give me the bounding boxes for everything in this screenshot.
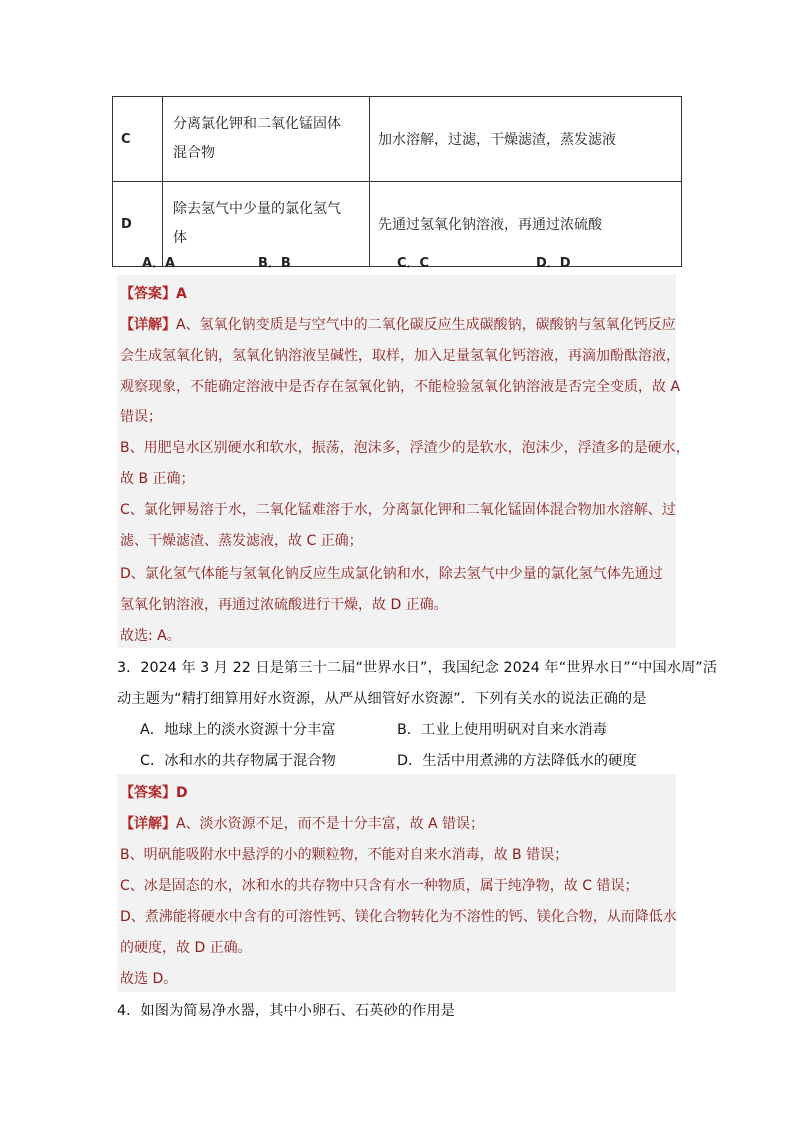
operation-cell: 分离氯化钾和二氧化锰固体 混合物 bbox=[163, 97, 370, 182]
detail-line: C、氯化钾易溶于水，二氧化锰难溶于水，分离氯化钾和二氧化锰固体混合物加水溶解、过 bbox=[120, 502, 676, 518]
detail-line: 滤、干燥滤渣、蒸发滤液，故 C 正确； bbox=[120, 533, 363, 549]
detail-line: 故选: A。 bbox=[120, 628, 181, 644]
detail-line: 【详解】A、氢氧化钠变质是与空气中的二氧化碳反应生成碳酸钠，碳酸钠与氢氧化钙反应 bbox=[120, 317, 676, 333]
detail-line: D、氯化氢气体能与氢氧化钠反应生成氯化钠和水，除去氢气中少量的氯化氢气体先通过 bbox=[120, 566, 663, 582]
detail-line: 氢氧化钠溶液，再通过浓硫酸进行干燥，故 D 正确。 bbox=[120, 597, 448, 613]
detail-line: 会生成氢氧化钠，氢氧化钠溶液呈碱性，取样，加入足量氢氧化钙溶液，再滴加酚酞溶液， bbox=[120, 348, 680, 364]
option-c: C．冰和水的共存物属于混合物 bbox=[140, 753, 336, 769]
detail-line: 故选 D。 bbox=[120, 971, 178, 987]
method-cell: 先通过氢氧化钠溶液，再通过浓硫酸 bbox=[370, 182, 682, 267]
detail-line: C、冰是固态的水，冰和水的共存物中只含有水一种物质，属于纯净物，故 C 错误； bbox=[120, 878, 639, 894]
question-3-line: 3．2024 年 3 月 22 日是第三十二届“世界水日”，我国纪念 2024 年“世界水日”“中国水周”活 bbox=[117, 660, 718, 676]
operation-cell: 除去氢气中少量的氯化氢气 体 bbox=[163, 182, 370, 267]
detail-line: B、用肥皂水区别硬水和软水，振荡，泡沫多，浮渣少的是软水，泡沫少，浮渣多的是硬水， bbox=[120, 440, 690, 456]
detail-line: 错误； bbox=[120, 409, 162, 425]
row-label: C bbox=[113, 97, 163, 182]
answer-line: 【答案】D bbox=[120, 785, 188, 801]
detail-line: B、明矾能吸附水中悬浮的小的颗粒物，不能对自来水消毒，故 B 错误； bbox=[120, 847, 569, 863]
option-b: B．工业上使用明矾对自来水消毒 bbox=[397, 722, 607, 738]
option-d: D．生活中用煮沸的方法降低水的硬度 bbox=[397, 753, 637, 769]
choice-a: A．A bbox=[142, 256, 176, 271]
detail-line: 观察现象，不能确定溶液中是否存在氢氧化钠，不能检验氢氧化钠溶液是否完全变质，故 A bbox=[120, 379, 681, 395]
detail-line: 【详解】A、淡水资源不足，而不是十分丰富，故 A 错误； bbox=[120, 816, 485, 832]
choice-b: B．B bbox=[258, 256, 291, 271]
choice-c: C．C bbox=[397, 256, 430, 271]
options-table bbox=[112, 96, 682, 267]
detail-line: 故 B 正确； bbox=[120, 471, 195, 487]
row-label: D bbox=[113, 182, 163, 267]
answer-line: 【答案】A bbox=[120, 286, 187, 302]
question-4-line: 4．如图为简易净水器，其中小卵石、石英砂的作用是 bbox=[117, 1003, 455, 1019]
detail-line: D、煮沸能将硬水中含有的可溶性钙、镁化合物转化为不溶性的钙、镁化合物，从而降低水 bbox=[120, 909, 677, 925]
method-cell: 加水溶解，过滤，干燥滤渣，蒸发滤液 bbox=[370, 97, 682, 182]
detail-line: 的硬度，故 D 正确。 bbox=[120, 940, 252, 956]
table-row bbox=[113, 97, 682, 182]
question-3-line: 动主题为“精打细算用好水资源，从严从细管好水资源”．下列有关水的说法正确的是 bbox=[117, 691, 647, 707]
option-a: A．地球上的淡水资源十分丰富 bbox=[140, 722, 336, 738]
choice-d: D．D bbox=[536, 256, 571, 271]
